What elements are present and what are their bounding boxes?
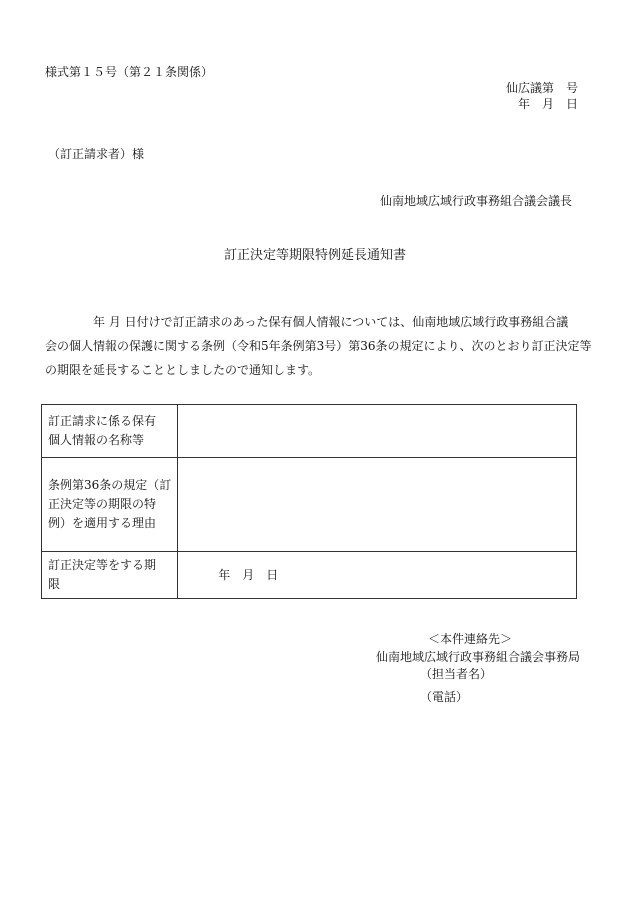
contact-office: 仙南地域広域行政事務組合議会事務局 xyxy=(376,650,581,664)
info-table xyxy=(41,404,577,599)
contact-person: （担当者名） xyxy=(420,667,493,681)
row-value xyxy=(178,405,577,458)
body-line-3: の期限を延長することとしましたので通知します。 xyxy=(45,363,321,377)
label-line: 正決定等の期限の特 xyxy=(48,497,157,511)
table-row xyxy=(42,458,577,552)
body-line-2: 会の個人情報の保護に関する条例（令和5年条例第3号）第36条の規定により、次のとおり訂正決定等 xyxy=(45,339,592,353)
row-label xyxy=(42,458,178,552)
document-title: 訂正決定等期限特例延長通知書 xyxy=(223,248,406,263)
table-row xyxy=(42,552,577,599)
document-date: 年 月 日 xyxy=(517,97,578,111)
label-line: 条例第36条の規定（訂 xyxy=(48,478,172,492)
label-line: 訂正請求に係る保有 xyxy=(48,414,157,428)
row-label xyxy=(42,552,178,599)
form-number: 様式第１５号（第２１条関係） xyxy=(45,65,214,79)
contact-phone: （電話） xyxy=(420,690,469,704)
document-number: 仙広議第 号 xyxy=(505,81,578,95)
label-line: 例）を適用する理由 xyxy=(48,516,157,530)
addressee: （訂正請求者）様 xyxy=(48,147,145,161)
body-line-1: 年 月 日付けで訂正請求のあった保有個人情報については、仙南地域広域行政事務組合議 xyxy=(93,315,569,329)
body-text xyxy=(45,310,592,382)
row-label xyxy=(42,405,178,458)
row-value xyxy=(178,458,577,552)
sender: 仙南地域広域行政事務組合議会議長 xyxy=(379,194,572,208)
table-row xyxy=(42,405,577,458)
label-line: 限 xyxy=(48,577,61,591)
label-line: 個人情報の名称等 xyxy=(48,433,145,447)
label-line: 訂正決定等をする期 xyxy=(48,558,157,572)
contact-heading: ＜本件連絡先＞ xyxy=(428,632,513,646)
row-value: 年 月 日 xyxy=(178,552,577,599)
